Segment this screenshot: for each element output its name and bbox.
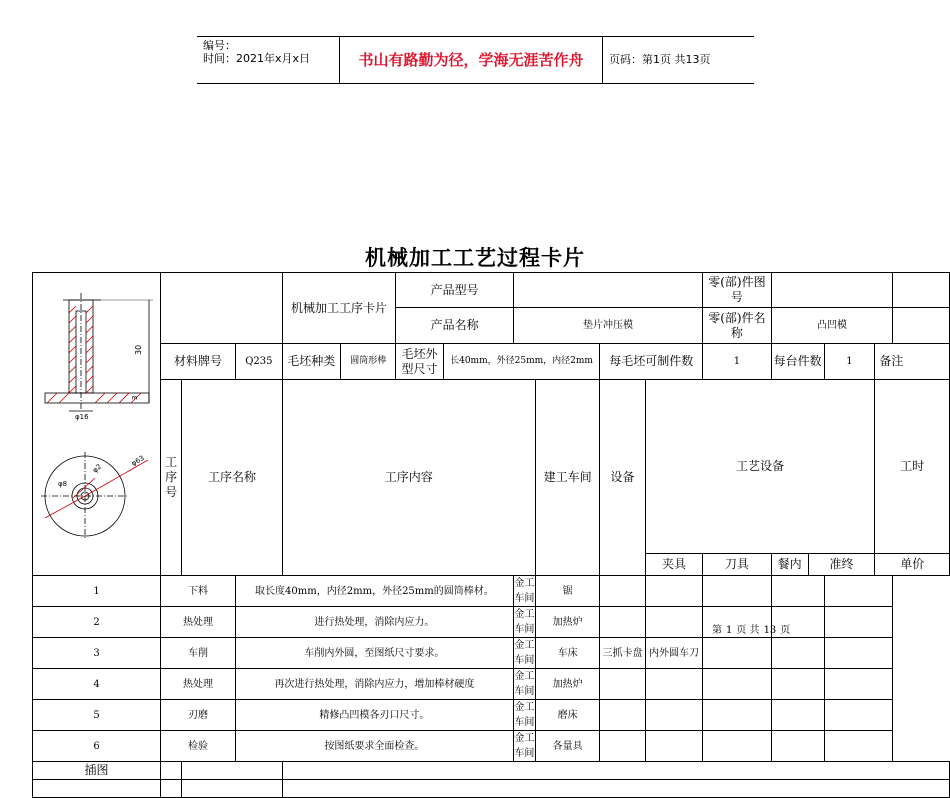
- dim-circle-b: φ2: [91, 462, 104, 475]
- motto: 书山有路勤为径，学海无涯苦作舟: [339, 37, 603, 83]
- footer-total: 13: [763, 625, 777, 636]
- step-name: 下料: [161, 576, 236, 607]
- process-name-label: 工序名称: [182, 380, 282, 576]
- step-no: 6: [33, 731, 161, 762]
- prep-label: 准终: [808, 554, 875, 576]
- step-workshop: 金工车间: [513, 731, 535, 762]
- step-content: 取长度40mm，内径2mm，外径25mm的圆筒棒材。: [236, 576, 514, 607]
- step-cutter: [645, 731, 702, 762]
- step-equipment: 锯: [535, 576, 599, 607]
- step-workshop: 金工车间: [513, 638, 535, 669]
- step-workshop: 金工车间: [513, 669, 535, 700]
- product-model: [513, 273, 702, 308]
- table-row: [33, 731, 950, 762]
- blank-cell: [282, 762, 949, 780]
- per-machine-label: 每台件数: [771, 344, 824, 380]
- process-content-label: 工序内容: [282, 380, 535, 576]
- page-header: [197, 36, 754, 84]
- table-row: [33, 700, 950, 731]
- dim-circle-a: φ8: [58, 480, 68, 488]
- footer-mid: 页 共: [736, 625, 760, 636]
- product-name-label: 产品名称: [396, 308, 513, 344]
- step-content: 进行热处理，消除内应力。: [236, 607, 514, 638]
- part-drawing-label: 零(部)件图号: [703, 273, 771, 308]
- step-content: 按图纸要求全面检查。: [236, 731, 514, 762]
- footer-suffix: 页: [780, 625, 791, 636]
- dim-flange: 3: [131, 395, 139, 400]
- blank-cell: [282, 780, 949, 798]
- page-footer: [712, 621, 794, 636]
- inner-label: 餐内: [771, 554, 808, 576]
- per-machine: 1: [824, 344, 875, 380]
- step-prep: [771, 731, 824, 762]
- blank-row: [33, 780, 950, 798]
- step-workshop: 金工车间: [513, 576, 535, 607]
- table-row: [33, 607, 950, 638]
- step-name: 车削: [161, 638, 236, 669]
- step-cutter: 内外圆车刀: [645, 638, 702, 669]
- remarks-label: 备注: [875, 344, 950, 380]
- parts-per-blank: 1: [703, 344, 771, 380]
- step-fixture: [600, 700, 645, 731]
- parts-per-blank-label: 每毛坯可制件数: [600, 344, 703, 380]
- fixture-label: 夹具: [645, 554, 702, 576]
- step-inner: [703, 576, 771, 607]
- footer-prefix: 第: [712, 625, 722, 636]
- cutter-label: 刀具: [703, 554, 771, 576]
- table-row: [33, 638, 950, 669]
- drawing-label-row: [33, 762, 950, 780]
- part-drawing-no: [771, 273, 893, 308]
- step-fixture: [600, 576, 645, 607]
- blank-cell: [33, 780, 161, 798]
- dim-height: 30: [134, 344, 143, 355]
- unit-price-label: 单价: [875, 554, 950, 576]
- step-inner: [703, 638, 771, 669]
- step-equipment: 车床: [535, 638, 599, 669]
- number-label: 编号：: [203, 39, 236, 52]
- step-workshop: 金工车间: [513, 700, 535, 731]
- blank-cell: [161, 780, 182, 798]
- step-inner: [703, 669, 771, 700]
- step-no: 2: [33, 607, 161, 638]
- step-prep: [771, 669, 824, 700]
- part-drawing-cell: [33, 273, 161, 576]
- step-name: 热处理: [161, 669, 236, 700]
- hours-label: 工时: [875, 380, 950, 554]
- step-equipment: 各量具: [535, 731, 599, 762]
- material-grade: Q235: [236, 344, 283, 380]
- process-card-label: 机械加工工序卡片: [282, 273, 396, 344]
- blank-size: 长40mm，外径25mm，内径2mm: [443, 344, 600, 380]
- product-name: 垫片冲压模: [513, 308, 702, 344]
- step-fixture: [600, 607, 645, 638]
- step-no: 3: [33, 638, 161, 669]
- step-fixture: [600, 731, 645, 762]
- process-no-label: 工序号: [161, 380, 182, 576]
- step-equipment: 加热炉: [535, 607, 599, 638]
- step-prep: [771, 638, 824, 669]
- part-drawing: [33, 273, 160, 570]
- product-model-label: 产品型号: [396, 273, 513, 308]
- step-unit-price: [824, 576, 893, 607]
- table-row: [33, 669, 950, 700]
- step-content: 再次进行热处理，消除内应力，增加棒材硬度: [236, 669, 514, 700]
- step-prep: [771, 700, 824, 731]
- part-name-label: 零(部)件名称: [703, 308, 771, 344]
- step-no: 4: [33, 669, 161, 700]
- step-name: 刃磨: [161, 700, 236, 731]
- step-inner: [703, 700, 771, 731]
- step-no: 1: [33, 576, 161, 607]
- step-cutter: [645, 700, 702, 731]
- step-fixture: 三抓卡盘: [600, 638, 645, 669]
- step-prep: [771, 576, 824, 607]
- step-inner: [703, 731, 771, 762]
- blank-type-label: 毛坯种类: [282, 344, 340, 380]
- drawing-label: 插图: [33, 762, 161, 780]
- step-equipment: 磨床: [535, 700, 599, 731]
- step-no: 5: [33, 700, 161, 731]
- step-unit-price: [824, 638, 893, 669]
- step-unit-price: [824, 669, 893, 700]
- blank-cell: [182, 762, 282, 780]
- step-fixture: [600, 669, 645, 700]
- blank-type: 圆筒形棒: [341, 344, 396, 380]
- step-unit-price: [824, 731, 893, 762]
- workshop-label: 建工车间: [535, 380, 599, 576]
- header-meta: [203, 39, 335, 65]
- blank-cell: [893, 273, 950, 308]
- page-label: 页码：第1页 共13页: [609, 53, 711, 66]
- step-name: 热处理: [161, 607, 236, 638]
- footer-page: 1: [726, 625, 733, 636]
- equipment-label: 设备: [600, 380, 645, 576]
- material-grade-label: 材料牌号: [161, 344, 236, 380]
- tooling-label: 工艺设备: [645, 380, 875, 554]
- blank-size-label: 毛坯外型尺寸: [396, 344, 443, 380]
- step-cutter: [645, 576, 702, 607]
- dim-bottom: φ16: [75, 413, 89, 421]
- blank-cell: [182, 780, 282, 798]
- blank-cell: [893, 308, 950, 344]
- blank-cell: [161, 273, 283, 344]
- time-label: 时间：2021年x月x日: [203, 52, 311, 65]
- blank-cell: [161, 762, 182, 780]
- part-name: 凸凹模: [771, 308, 893, 344]
- dim-circle-c: φ63: [130, 454, 146, 468]
- step-unit-price: [824, 607, 893, 638]
- step-content: 精修凸凹模各刃口尺寸。: [236, 700, 514, 731]
- step-content: 车削内外圆，至图纸尺寸要求。: [236, 638, 514, 669]
- page-title: 机械加工工艺过程卡片: [365, 246, 585, 270]
- step-cutter: [645, 669, 702, 700]
- process-card-table: [32, 272, 950, 798]
- process-steps: [33, 576, 950, 798]
- step-workshop: 金工车间: [513, 607, 535, 638]
- step-unit-price: [824, 700, 893, 731]
- step-equipment: 加热炉: [535, 669, 599, 700]
- table-row: [33, 576, 950, 607]
- step-name: 检验: [161, 731, 236, 762]
- step-cutter: [645, 607, 702, 638]
